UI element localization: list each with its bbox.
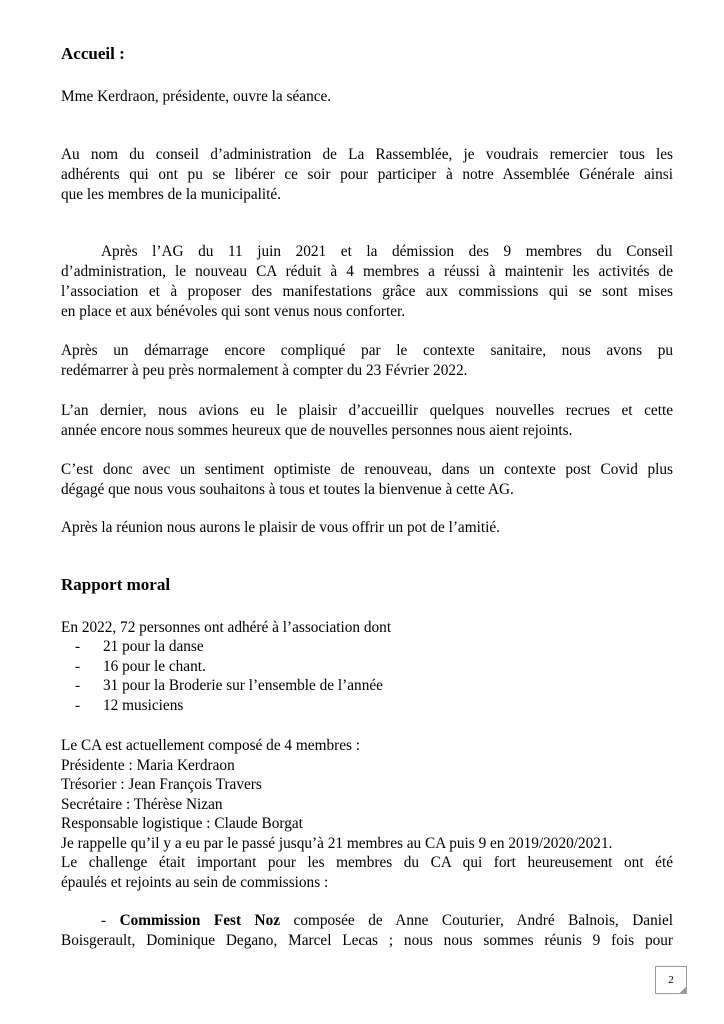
text-line: C’est donc avec un sentiment optimiste de renouveau, dans un contexte post Covid plus xyxy=(61,461,673,478)
optimism-paragraph xyxy=(61,460,673,500)
opening-paragraph: Mme Kerdraon, présidente, ouvre la séance. xyxy=(61,88,332,105)
list-item: - 31 pour la Broderie sur l’ensemble de l’année xyxy=(75,676,383,696)
page-number-box xyxy=(655,966,687,994)
welcome-paragraph xyxy=(61,145,673,205)
recruits-paragraph xyxy=(61,401,673,441)
text-line: que les membres de la municipalité. xyxy=(61,186,282,203)
ag-paragraph xyxy=(61,242,673,322)
text-line: redémarrer à peu près normalement à compter du 23 Février 2022. xyxy=(61,362,468,379)
list-item: - 21 pour la danse xyxy=(75,637,383,657)
membership-intro: En 2022, 72 personnes ont adhéré à l’association dont xyxy=(61,619,392,636)
text-line: Le challenge était important pour les membres du CA qui fort heureusement ont été xyxy=(61,854,673,871)
text-line: Au nom du conseil d’administration de La Rassemblée, je voudrais remercier tous les xyxy=(61,146,673,163)
commission-dash: - xyxy=(101,912,120,929)
member-line: Responsable logistique : Claude Borgat xyxy=(61,815,303,832)
text-line: épaulés et rejoints au sein de commissions : xyxy=(61,874,329,891)
text-line: adhérents qui ont pu se libérer ce soir pour participer à notre Assemblée Générale ainsi xyxy=(61,166,673,183)
list-item: - 12 musiciens xyxy=(75,696,383,716)
restart-paragraph xyxy=(61,341,673,381)
list-item: - 16 pour le chant. xyxy=(75,657,383,677)
closing-paragraph: Après la réunion nous aurons le plaisir de vous offrir un pot de l’amitié. xyxy=(61,519,500,536)
ca-composition xyxy=(61,736,673,853)
history-line: Je rappelle qu’il y a eu par le passé jusqu’à 21 membres au CA puis 9 en 2019/2020/2021. xyxy=(61,834,613,852)
member-line: Trésorier : Jean François Travers xyxy=(61,776,262,793)
text-line xyxy=(61,911,673,931)
page-number: 2 xyxy=(668,974,674,986)
text-line: L’an dernier, nous avions eu le plaisir d’accueillir quelques nouvelles recrues et cette xyxy=(61,402,673,419)
ca-intro: Le CA est actuellement composé de 4 membres : xyxy=(61,737,361,754)
commission-members: composée de Anne Couturier, André Balnois, Daniel xyxy=(280,912,674,929)
text-line: Boisgerault, Dominique Degano, Marcel Lecas ; nous nous sommes réunis 9 fois pour xyxy=(61,932,673,949)
text-line: d’administration, le nouveau CA réduit à 4 membres a réussi à maintenir les activités de xyxy=(61,263,673,280)
member-line: Présidente : Maria Kerdraon xyxy=(61,756,235,774)
commission-name: Commission Fest Noz xyxy=(119,912,281,929)
text-line: Après l’AG du 11 juin 2021 et la démission des 9 membres du Conseil xyxy=(101,243,673,260)
membership-list xyxy=(75,637,383,715)
challenge-paragraph xyxy=(61,853,673,893)
text-line: année encore nous sommes heureux que de nouvelles personnes nous aient rejoints. xyxy=(61,422,573,439)
commission-paragraph xyxy=(61,911,673,951)
member-line: Secrétaire : Thérèse Nizan xyxy=(61,795,223,813)
text-line: dégagé que nous vous souhaitons à tous et toutes la bienvenue à cette AG. xyxy=(61,481,514,498)
section-heading-rapport-moral: Rapport moral xyxy=(61,575,171,594)
text-line: l’association et à proposer des manifestations grâce aux commissions qui se sont mises xyxy=(61,283,673,300)
text-line: Après un démarrage encore compliqué par le contexte sanitaire, nous avons pu xyxy=(61,342,673,359)
text-line: en place et aux bénévoles qui sont venus nous conforter. xyxy=(61,303,406,320)
section-heading-accueil: Accueil : xyxy=(61,44,125,63)
